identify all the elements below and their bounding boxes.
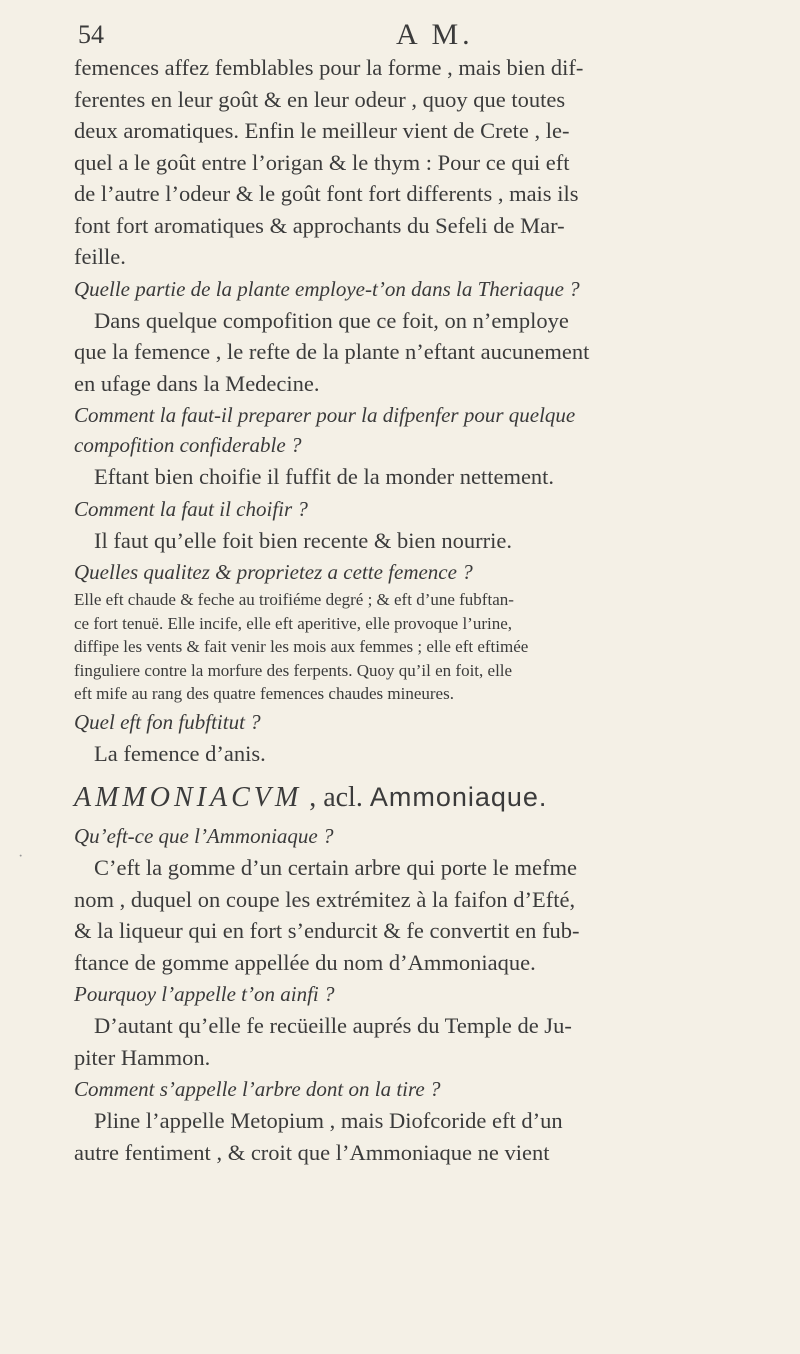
entry-abbreviation: , acl. — [302, 782, 370, 813]
text-line: autre fentiment , & croit que l’Ammoniaque ne vient — [74, 1139, 550, 1165]
paragraph — [74, 738, 780, 770]
text-line: Elle eft chaude & feche au troifiéme degré ; & eft d’une fubftan- — [74, 590, 514, 609]
paragraph — [74, 852, 780, 978]
text-line: ce fort tenuë. Elle incife, elle eft aperitive, elle provoque l’urine, — [74, 613, 513, 633]
question-heading: Comment s’appelle l’arbre dont on la tire ? — [74, 1077, 441, 1101]
answer-small-paragraph — [74, 588, 780, 706]
text-line: deux aromatiques. Enfin le meilleur vient de Crete , le- — [74, 118, 570, 143]
text-line: ferentes en leur goût & en leur odeur , quoy que toutes — [74, 86, 566, 112]
question-heading: compofition confiderable ? — [74, 433, 302, 457]
margin-mark: · — [18, 848, 24, 865]
paragraph — [74, 1105, 780, 1168]
running-head: A M. — [396, 18, 474, 51]
text-line: & la liqueur qui en fort s’endurcit & fe convertit en fub- — [74, 918, 580, 943]
question-heading: Quelle partie de la plante employe-t’on dans la Theriaque ? — [74, 276, 580, 301]
question-heading: Quel eft fon fubftitut ? — [74, 709, 261, 734]
paragraph — [74, 525, 780, 557]
page-number: 54 — [78, 20, 104, 49]
text-line: de l’autre l’odeur & le goût font fort differents , mais ils — [74, 181, 579, 206]
question-heading: Pourquoy l’appelle t’on ainfi ? — [74, 982, 335, 1006]
paragraph — [74, 1010, 780, 1073]
text-line: D’autant qu’elle fe recüeille auprés du Temple de Ju- — [94, 1013, 572, 1038]
question-heading: Qu’eft-ce que l’Ammoniaque ? — [74, 824, 334, 848]
question-heading: Comment la faut-il preparer pour la difpenfer pour quelque — [74, 403, 576, 427]
entry-title — [74, 779, 780, 816]
text-line: que la femence , le refte de la plante n’eftant aucunement — [74, 339, 590, 364]
text-line: femences affez femblables pour la forme , mais bien dif- — [74, 55, 584, 80]
text-line: en ufage dans la Medecine. — [74, 370, 320, 396]
text-line: finguliere contre la morfure des ferpents. Quoy qu’il en foit, elle — [74, 660, 513, 680]
page-text — [74, 18, 780, 1168]
question-heading: Comment la faut il choifir ? — [74, 496, 308, 521]
text-line: font fort aromatiques & approchants du Sefeli de Mar- — [74, 212, 565, 238]
text-line: Dans quelque compofition que ce foit, on n’employe — [94, 307, 569, 333]
text-line: quel a le goût entre l’origan & le thym : Pour ce qui eft — [74, 149, 570, 175]
text-line: nom , duquel on coupe les extrémitez à la faifon d’Efté, — [74, 886, 576, 912]
text-line: feille. — [74, 244, 126, 269]
text-line: diffipe les vents & fait venir les mois aux femmes ; elle eft eftimée — [74, 637, 529, 656]
paragraph — [74, 461, 780, 493]
text-line: Il faut qu’elle foit bien recente & bien nourrie. — [94, 527, 512, 553]
page-body — [74, 52, 780, 1168]
text-line: Eftant bien choifie il fuffit de la monder nettement. — [94, 464, 555, 489]
entry-latin-name: AMMONIACVM — [74, 782, 303, 813]
text-line: C’eft la gomme d’un certain arbre qui porte le mefme — [94, 855, 577, 880]
entry-french-name: Ammoniaque. — [369, 782, 548, 812]
question-heading: Quelles qualitez & proprietez a cette femence ? — [74, 560, 473, 584]
text-line: eft mife au rang des quatre femences chaudes mineures. — [74, 684, 454, 703]
text-line: La femence d’anis. — [94, 740, 266, 766]
text-line: ftance de gomme appellée du nom d’Ammoniaque. — [74, 949, 536, 975]
paragraph — [74, 52, 780, 273]
paragraph — [74, 305, 780, 400]
text-line: piter Hammon. — [74, 1044, 211, 1070]
text-line: Pline l’appelle Metopium , mais Diofcoride eft d’un — [94, 1108, 563, 1133]
page-header — [74, 18, 780, 52]
